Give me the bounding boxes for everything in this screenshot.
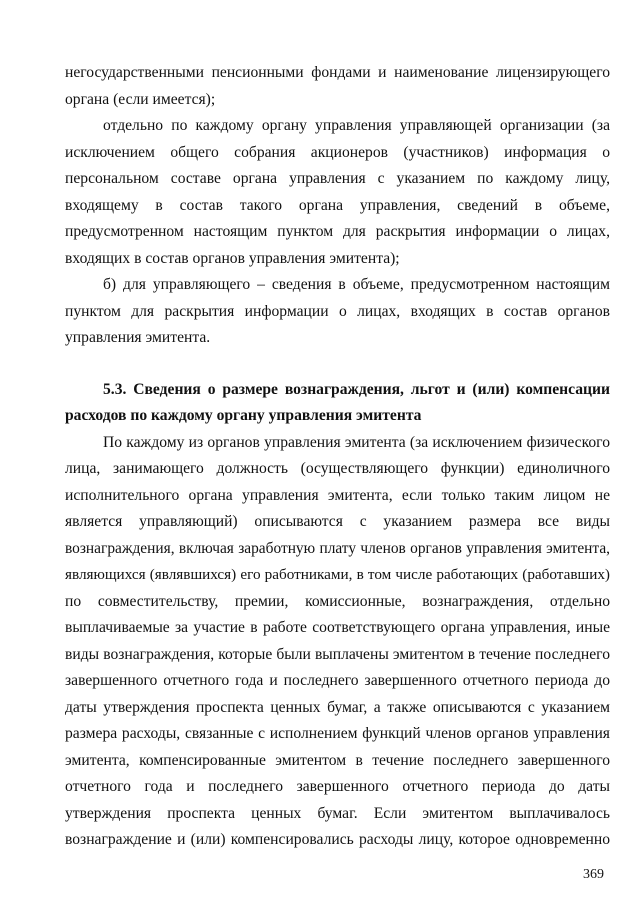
text-line: б) для управляющего – сведения в объеме, предусмотренном настоящим xyxy=(103,276,610,293)
text-line: отчетного года и последнего завершенного отчетного периода до даты xyxy=(65,778,610,795)
text-line: исключением общего собрания акционеров (участников) информация о xyxy=(65,143,610,161)
text-line: размера расходы, связанные с исполнением функций членов органов управления xyxy=(65,725,610,742)
text-line: лица, занимающего должность (осуществляющего функции) единоличного xyxy=(65,460,610,477)
text-line: виды вознаграждения, которые были выплачены эмитентом в течение последнего xyxy=(65,645,610,663)
text-line: исполнительного органа управления эмитента, если только таким лицом не xyxy=(65,486,610,504)
text-line: по совместительству, премии, комиссионные, вознаграждения, отдельно xyxy=(65,592,610,610)
text-line: вознаграждения, включая заработную плату членов органов управления эмитента, xyxy=(65,539,610,557)
text-line: предусмотренном настоящим пунктом для раскрытия информации о лицах, xyxy=(65,223,610,240)
paragraph-1 xyxy=(65,60,610,113)
text-line: является управляющий) описываются с указанием размера все виды xyxy=(65,513,610,530)
text-line: завершенного отчетного года и последнего завершенного отчетного периода до xyxy=(65,672,610,689)
paragraph-3 xyxy=(65,272,610,352)
text-line: являющихся (являвшихся) его работниками, в том числе работающих (работавших) xyxy=(65,566,610,583)
text-line: персональном составе органа управления с указанием по каждому лицу, xyxy=(65,170,610,187)
section-heading xyxy=(65,377,610,430)
heading-line: расходов по каждому органу управления эмитента xyxy=(65,407,422,424)
paragraph-4 xyxy=(65,430,610,854)
text-line: эмитента, компенсированные эмитентом в течение последнего завершенного xyxy=(65,751,610,769)
section-gap xyxy=(65,352,610,377)
text-line: входящих в состав органов управления эмитента); xyxy=(65,249,400,267)
text-line: пунктом для раскрытия информации о лицах, входящих в состав органов xyxy=(65,302,610,320)
text-line: органа (если имеется); xyxy=(65,90,216,108)
text-line: отдельно по каждому органу управления управляющей организации (за xyxy=(103,117,610,134)
text-line: По каждому из органов управления эмитента (за исключением физического xyxy=(103,433,610,451)
paragraph-2 xyxy=(65,113,610,272)
heading-line: 5.3. Сведения о размере вознаграждения, льгот и (или) компенсации xyxy=(103,380,610,398)
text-line: утверждения проспекта ценных бумаг. Если эмитентом выплачивалось xyxy=(65,804,610,822)
page-number: 369 xyxy=(583,867,604,882)
text-line: негосударственными пенсионными фондами и наименование лицензирующего xyxy=(65,64,610,81)
text-line: входящему в состав такого органа управления, сведений в объеме, xyxy=(65,196,610,214)
document-page xyxy=(65,60,610,854)
text-line: вознаграждение и (или) компенсировались расходы лицу, которое одновременно xyxy=(65,831,610,848)
text-line: выплачиваемые за участие в работе соответствующего органа управления, иные xyxy=(65,619,610,636)
text-line: даты утверждения проспекта ценных бумаг, а также описываются с указанием xyxy=(65,698,610,716)
text-line: управления эмитента. xyxy=(65,329,211,346)
